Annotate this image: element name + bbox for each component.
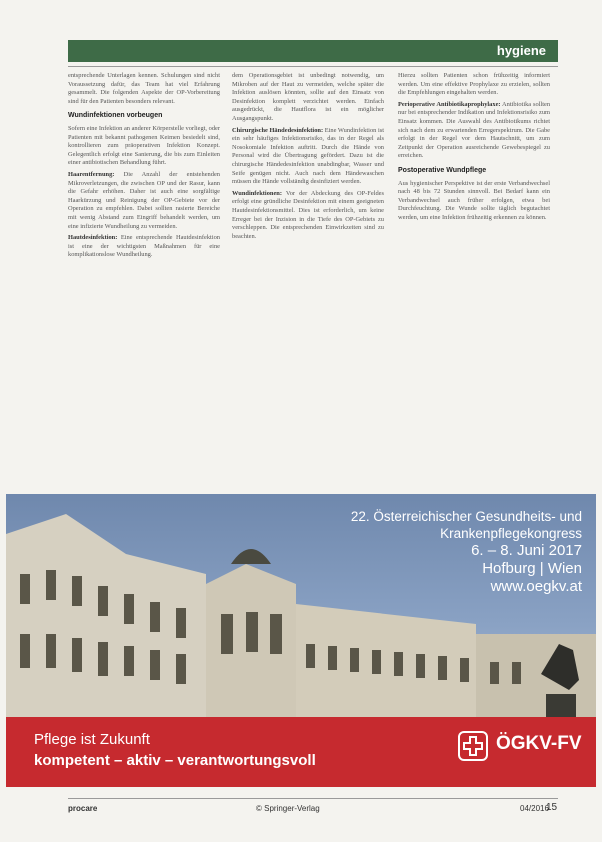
footer-divider xyxy=(68,798,558,799)
paragraph-text: Eine entsprechende Hautdesinfektion ist eine der wichtigsten Maßnahmen für eine komplikationslose Wundheilung. xyxy=(68,234,220,259)
paragraph: Sofern eine Infektion an anderer Körperstelle vorliegt, oder Patienten mit bekannt pathogenen Keimen besiedelt sind, kontrollieren zum präoperativen Infektion Konzept. Gelegentlich erfolgt eine Sanierung, die bis zum Einleiten einer antibiotischen Behandlung führt. xyxy=(68,124,220,167)
paragraph xyxy=(68,234,220,260)
term: Haarentfernung: xyxy=(68,170,115,178)
section-heading: Wundinfektionen vorbeugen xyxy=(68,112,163,120)
congress-dates: 6. – 8. Juni 2017 xyxy=(471,542,582,559)
article-column-1 xyxy=(68,72,220,478)
paragraph: dem Operationsgebiet ist unbedingt notwendig, um Mikroben auf der Haut zu vermeiden, welche später die Infektion auslösen könnten, sollte auf den Einsatz von Desinfektion komplett verzichtet werden. Einfach ausgedrückt, die Hautflora ist ein möglicher Ausgangspunkt. xyxy=(232,72,384,122)
paragraph-text: Eine Wundinfektion ist ein sehr häufiges Infektionsrisiko, das in der Regel als Nosokomiale Infektion auftritt. Durch die Hände von Personal wird die Übertragung gefördert. Dazu ist die chirurgische Händedesinfektion unabdingbar, Wasser und Seife genügen nicht. Auch nach dem Händewaschen müssen die Hände vollständig desinfiziert werden. xyxy=(232,126,384,186)
congress-advertisement xyxy=(6,494,596,787)
organization-logo: ÖGKV-FV xyxy=(496,733,582,754)
section-header-bar xyxy=(68,40,558,62)
paragraph: entsprechende Unterlagen kennen. Schulungen sind nicht Voraussetzung dafür, das Team hat viel Erfahrung gesammelt. Die folgenden Aspekte der OP-Vorbereitung sind für den Patienten besonders relevant. xyxy=(68,72,220,105)
page-number: 15 xyxy=(546,802,558,813)
paragraph xyxy=(68,171,220,231)
congress-website-link[interactable]: www.oegkv.at xyxy=(490,578,582,595)
paragraph-text: Antibiotika sollten nur bei entsprechender Indikation und Infektionsrisiko zum Einsatz kommen. Die Auswahl des Antibiotikums richtet sich nach dem zu erwartenden Erregerspektrum. Die Gabe erfolgt in der Regel vor dem Hautschnitt, um zum Zeitpunkt der Operation ausreichende Gewebespiegel zu erreichen. xyxy=(398,100,550,160)
article-column-2 xyxy=(232,72,384,478)
publication-name: procare xyxy=(68,804,98,813)
congress-venue: Hofburg | Wien xyxy=(482,560,582,577)
paragraph xyxy=(398,101,550,161)
term: Chirurgische Händedesinfektion: xyxy=(232,126,324,134)
paragraph-text: Vor der Abdeckung des OP-Feldes erfolgt eine gründliche Desinfektion mit einem geeigneten Hautdesinfektionsmittel. Dies ist erforderlich, um keine Erreger bei der Inzision in die Tiefe des OP-Gebiets zu verschleppen. Die entsprechenden Einwirkzeiten sind zu beachten. xyxy=(232,189,384,240)
congress-title-line2: Krankenpflegekongress xyxy=(440,526,582,541)
term: Wundinfektionen: xyxy=(232,189,282,197)
issue-date: 04/2016 xyxy=(520,804,549,813)
publisher: © Springer-Verlag xyxy=(256,804,320,813)
section-title: hygiene xyxy=(496,43,546,58)
header-divider xyxy=(68,66,558,67)
slogan-banner xyxy=(6,717,596,787)
cross-logo-icon xyxy=(458,731,488,761)
term: Hautdesinfektion: xyxy=(68,234,118,242)
section-heading: Postoperative Wundpflege xyxy=(398,166,487,174)
paragraph: Hierzu sollten Patienten schon frühzeitig informiert werden. Um eine effektive Prophylaxe zu erzielen, sollten die Empfehlungen eingehalten werden. xyxy=(398,72,550,97)
paragraph: Aus hygienischer Perspektive ist der erste Verbandwechsel nach 48 bis 72 Stunden sinnvoll. Bei Bedarf kann ein Verbandwechsel auch früher erfolgen, etwa bei Durchfeuchtung. Die Wunde sollte täglich begutachtet werden, um eine Infektion frühzeitig erkennen zu können. xyxy=(398,179,550,221)
paragraph xyxy=(232,190,384,242)
congress-title-line1: 22. Österreichischer Gesundheits- und xyxy=(350,509,582,524)
congress-info xyxy=(282,508,582,596)
paragraph-text: Die Anzahl der entstehenden Mikroverletzungen, die zwischen OP und der Rasur, kann die Gefahr erhöhen. Daher ist auch eine sorgfältige Haarkürzung und Reinigung der OP-Gebiete vor der Operation zu empfehlen. Dabei sollten rasierte Bereiche mit wenig Abstand zum Eingriff behandelt werden, um eine infizierte Wundheilung zu vermeiden. xyxy=(68,170,220,230)
slogan-title: Pflege ist Zukunft xyxy=(34,731,150,748)
article-column-3 xyxy=(398,72,550,478)
slogan-subtitle: kompetent – aktiv – verantwortungsvoll xyxy=(34,752,316,769)
paragraph xyxy=(232,127,384,187)
term: Perioperative Antibiotikaprophylaxe: xyxy=(398,100,501,108)
